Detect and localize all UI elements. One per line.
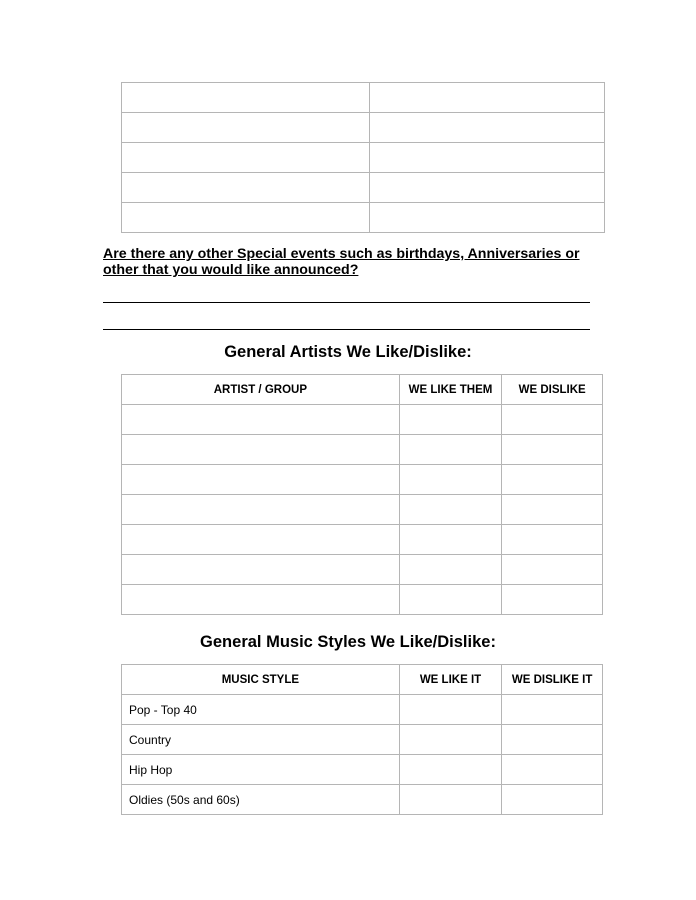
artist-cell[interactable] [122,435,400,465]
like-cell[interactable] [399,555,502,585]
dislike-cell[interactable] [502,435,603,465]
artists-table [121,374,603,615]
table-row [122,465,603,495]
table-row [122,173,605,203]
like-cell[interactable] [399,525,502,555]
music-styles-table [121,664,603,815]
dislike-cell[interactable] [502,405,603,435]
table-row [122,405,603,435]
like-cell[interactable] [399,465,502,495]
dislike-cell[interactable] [502,725,603,755]
artist-cell[interactable] [122,405,400,435]
table-cell[interactable] [122,83,370,113]
artist-cell[interactable] [122,495,400,525]
dislike-cell[interactable] [502,465,603,495]
table-cell[interactable] [370,173,605,203]
like-cell[interactable] [399,405,502,435]
dislike-cell[interactable] [502,555,603,585]
answer-line-2[interactable] [103,329,590,330]
events-table [121,82,605,233]
music-style-cell: Country [122,725,400,755]
dislike-cell[interactable] [502,785,603,815]
like-cell[interactable] [399,755,502,785]
table-row [122,585,603,615]
table-cell[interactable] [370,203,605,233]
dislike-cell[interactable] [502,695,603,725]
dislike-cell[interactable] [502,755,603,785]
column-header-artist: ARTIST / GROUP [122,375,400,405]
artist-cell[interactable] [122,525,400,555]
music-style-cell: Pop - Top 40 [122,695,400,725]
table-row [122,203,605,233]
column-header-music-style: MUSIC STYLE [122,665,400,695]
table-row [122,755,603,785]
column-header-like: WE LIKE THEM [399,375,502,405]
artist-cell[interactable] [122,585,400,615]
table-cell[interactable] [370,83,605,113]
table-row [122,725,603,755]
table-header-row [122,665,603,695]
table-row [122,555,603,585]
table-cell[interactable] [122,113,370,143]
music-styles-heading: General Music Styles We Like/Dislike: [200,633,496,651]
table-row [122,785,603,815]
artists-heading: General Artists We Like/Dislike: [224,343,472,361]
table-row [122,435,603,465]
table-cell[interactable] [122,173,370,203]
special-events-question: Are there any other Special events such as birthdays, Anniversaries or other that you would like announced? [103,246,580,278]
table-row [122,143,605,173]
like-cell[interactable] [399,585,502,615]
music-style-cell: Oldies (50s and 60s) [122,785,400,815]
column-header-dislike: WE DISLIKE [502,375,603,405]
like-cell[interactable] [399,435,502,465]
column-header-like-it: WE LIKE IT [399,665,502,695]
table-row [122,83,605,113]
table-cell[interactable] [370,143,605,173]
table-header-row [122,375,603,405]
table-row [122,525,603,555]
table-cell[interactable] [122,203,370,233]
answer-line-1[interactable] [103,302,590,303]
dislike-cell[interactable] [502,495,603,525]
like-cell[interactable] [399,785,502,815]
table-row [122,495,603,525]
artist-cell[interactable] [122,555,400,585]
table-cell[interactable] [122,143,370,173]
like-cell[interactable] [399,495,502,525]
table-cell[interactable] [370,113,605,143]
column-header-dislike-it: WE DISLIKE IT [502,665,603,695]
dislike-cell[interactable] [502,525,603,555]
artist-cell[interactable] [122,465,400,495]
table-row [122,113,605,143]
music-style-cell: Hip Hop [122,755,400,785]
like-cell[interactable] [399,725,502,755]
table-row [122,695,603,725]
dislike-cell[interactable] [502,585,603,615]
like-cell[interactable] [399,695,502,725]
